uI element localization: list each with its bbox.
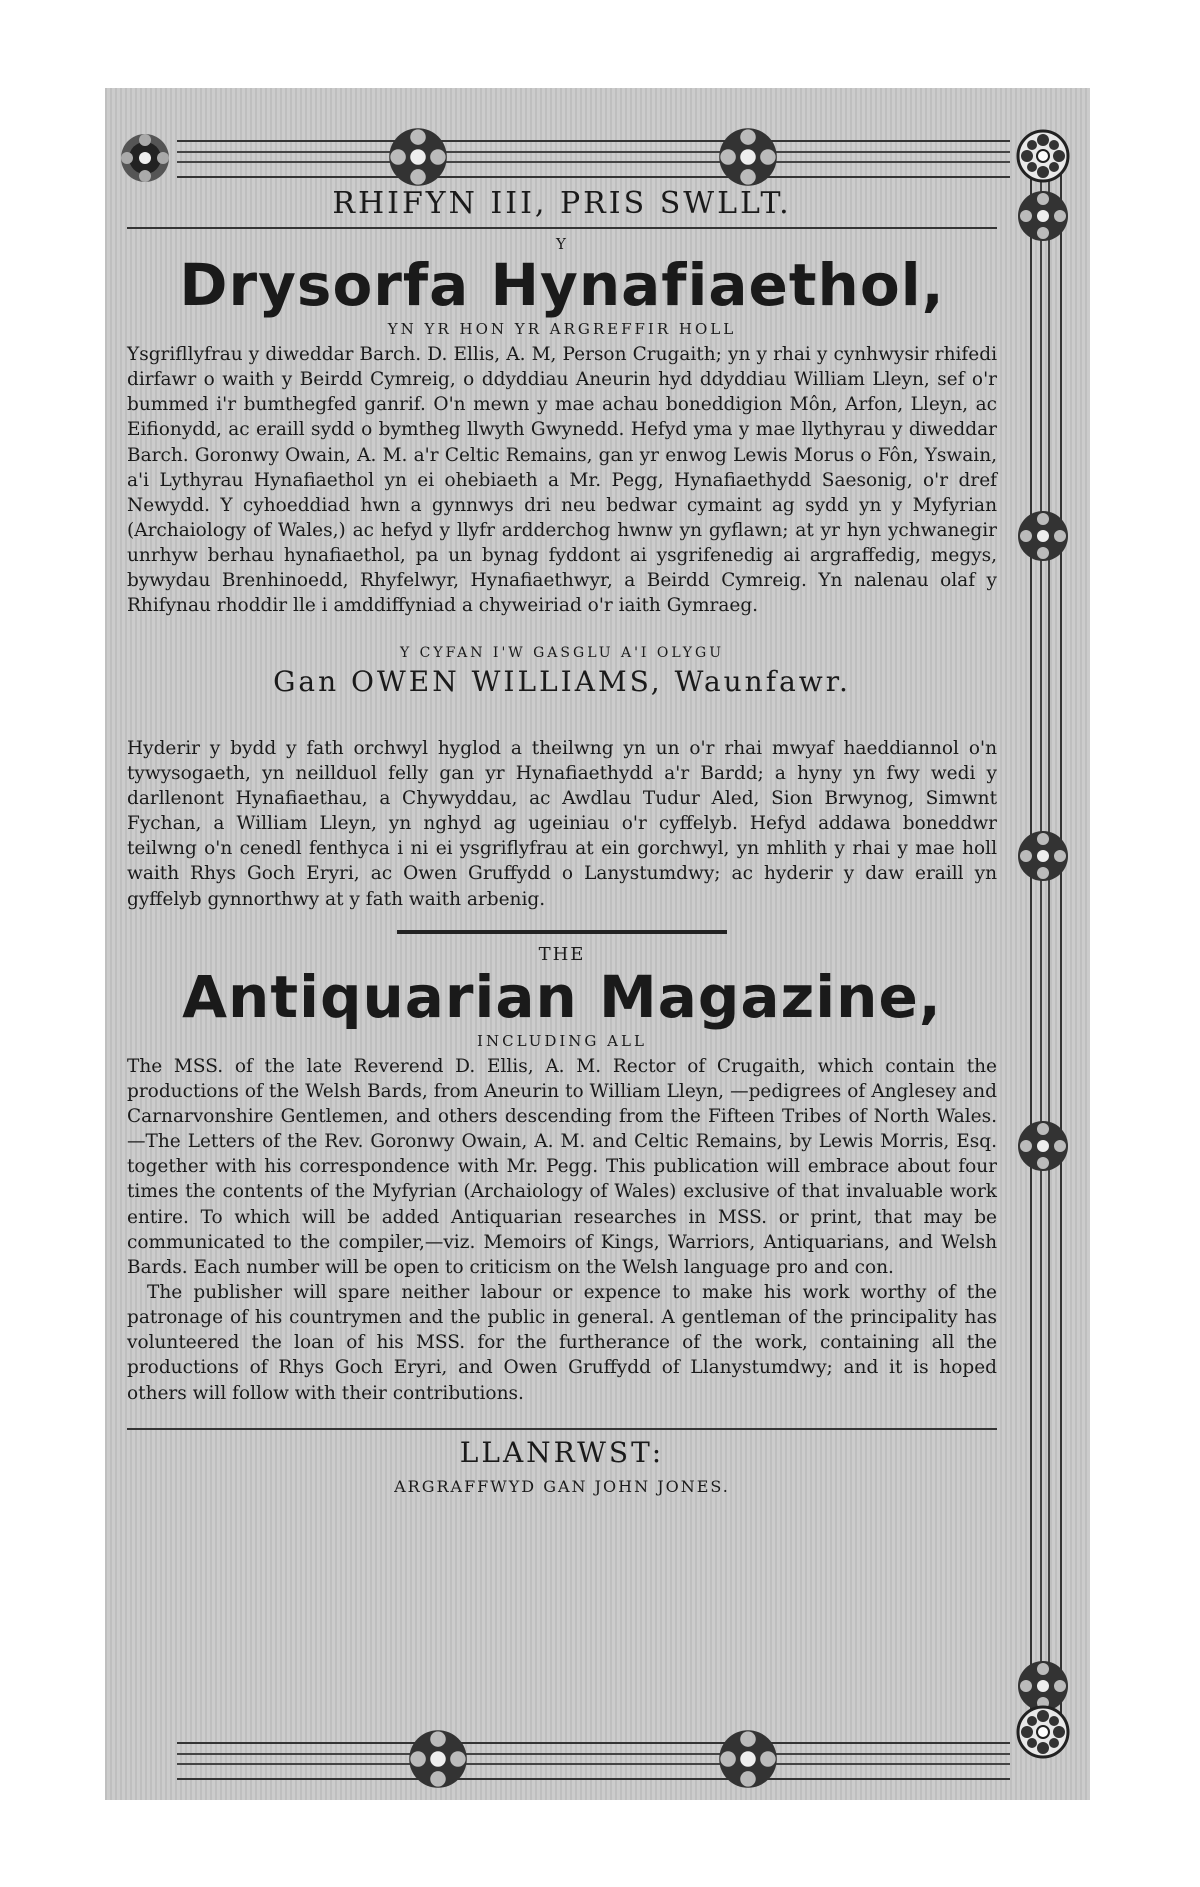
rosette-ornament-icon: [717, 1728, 779, 1790]
rosette-ornament-icon: [387, 126, 449, 188]
editor-line: Gan OWEN WILLIAMS, Waunfawr.: [273, 664, 851, 698]
welsh-article: Y: [556, 235, 568, 253]
welsh-title: Drysorfa Hynafiaethol,: [179, 251, 945, 319]
english-subtitle: INCLUDING ALL: [477, 1031, 647, 1050]
welsh-subtitle: YN YR HON YR ARGREFFIR HOLL: [387, 319, 737, 338]
english-paragraph: The MSS. of the late Reverend D. Ellis, A. M. Rector of Crugaith, which contain the productions of the Welsh Bards, from Aneurin to William Lleyn, —pedigrees of Anglesey and Carnarvonshire Gentlemen, and others descending from the Fifteen Tribes of North Wales.—The Letters of the Rev. Goronwy Owain, A. M. and Celtic Remains, by Lewis Morris, Esq. together with his correspondence with Mr. Pegg. This publication will embrace about four times the contents of the Myfyrian (Archaiology of Wales) exclusive of that invaluable work entire. To which will be added Antiquarian researches in MSS. or print, that may be communicated to the compiler,—viz. Memoirs of Kings, Warriors, Antiquarians, and Welsh Bards. Each number will be open to criticism on the Welsh language pro and con.: [127, 1055, 997, 1278]
spacer: [127, 698, 997, 736]
imprint-rule: [127, 1428, 997, 1430]
rosette-ornament-icon: [1015, 188, 1071, 244]
title-page: [105, 88, 1090, 1800]
editor-preline: Y CYFAN I'W GASGLU A'I OLYGU: [399, 644, 725, 661]
imprint-printer: ARGRAFFWYD GAN JOHN JONES.: [394, 1476, 730, 1496]
welsh-paragraph-2: Hyderir y bydd y fath orchwyl hyglod a theilwng yn un o'r rhai mwyaf haeddiannol o'n tywysogaeth, yn neillduol felly gan yr Hynafiaethydd a'r Bardd; a hyny yn fwy wedi y darllenont Hynafiaethau, a Chywyddau, ac Awdlau Tudur Aled, Sion Brwynog, Simwnt Fychan, a William Lleyn, yn nghyd ag ugeiniau o'r cyffelyb. Hefyd addawa boneddwr teilwng o'n cenedl fenthyca i ni ei ysgriflyfrau at ein gorchwyl, yn mhlith y rhai y mae holl waith Rhys Goch Eryri, ac Owen Gruffydd o Lanystumdwy; ac hyderir y daw eraill yn gyffelyb gynnorthwy at y fath waith arbenig.: [127, 737, 997, 910]
page-content: [127, 186, 997, 1496]
border-rules: [1030, 168, 1062, 1720]
border-rules: [177, 140, 1010, 178]
welsh-paragraph: Ysgrifllyfrau y diweddar Barch. D. Ellis, A. M, Person Crugaith; yn y rhai y cynhwysir rhifedi dirfawr o waith y Beirdd Cymreig, o ddyddiau Aneurin hyd ddyddiau William Lleyn, sef o'r bummed i'r bumthegfed ganrif. O'n mewn y mae achau boneddigion Môn, Arfon, Lleyn, ac Eifionydd, ac eraill sydd o bymtheg llwyth Gwynedd. Hefyd yma y mae llythyrau y diweddar Barch. Goronwy Owain, A. M. a'r Celtic Remains, gan yr enwog Lewis Morus o Fôn, Yswain, a'i Lythyrau Hynafiaethol yn ei ohebiaeth a Mr. Pegg, Hynafiaethydd Saesonig, o'r dref Newydd. Y cyhoeddiad hwn a gynnwys dri neu bedwar cymaint ag sydd yn y Myfyrian (Archaiology of Wales,) ac hefyd y llyfr ardderchog hwnw yn gyflawn; at yr hyn ychwanegir unrhyw berhau hynafiaethol, pa un bynag fyddont ai ysgrifenedig ai argraffedig, megys, bywydau Brenhinoedd, Rhyfelwyr, Hynafiaethwyr, a Beirdd Cymreig. Yn nalenau olaf y Rhifynau rhoddir lle i amddiffyniad a chyweiriad o'r iaith Gymraeg.: [127, 343, 997, 617]
top-ornamental-border: [117, 130, 1010, 184]
rosette-ornament-icon: [407, 1728, 469, 1790]
imprint-place: LLANRWST:: [459, 1435, 665, 1469]
bottom-ornamental-border: [117, 1732, 1010, 1786]
rosette-ornament-icon: [1015, 128, 1071, 184]
english-paragraph-2: The publisher will spare neither labour or expence to make his work worthy of the patronage of his countrymen and the public in general. A gentleman of the principality has volunteered the loan of his MSS. for the furtherance of the work, containing all the productions of Rhys Goch Eryri, and Owen Gruffydd of Llanystumdwy; and it is hoped others will follow with their contributions.: [127, 1282, 997, 1404]
right-ornamental-border: [1010, 128, 1076, 1760]
english-article: THE: [538, 943, 586, 965]
section-divider: [397, 930, 727, 934]
border-rules: [177, 1742, 1010, 1780]
rosette-ornament-icon: [1015, 508, 1071, 564]
issue-line: RHIFYN III, PRIS SWLLT.: [127, 186, 997, 229]
rosette-ornament-icon: [1015, 828, 1071, 884]
rosette-ornament-icon: [1015, 1704, 1071, 1760]
english-title: Antiquarian Magazine,: [182, 962, 942, 1031]
rosette-ornament-icon: [717, 126, 779, 188]
rosette-ornament-icon: [117, 130, 173, 186]
rosette-ornament-icon: [1015, 1118, 1071, 1174]
